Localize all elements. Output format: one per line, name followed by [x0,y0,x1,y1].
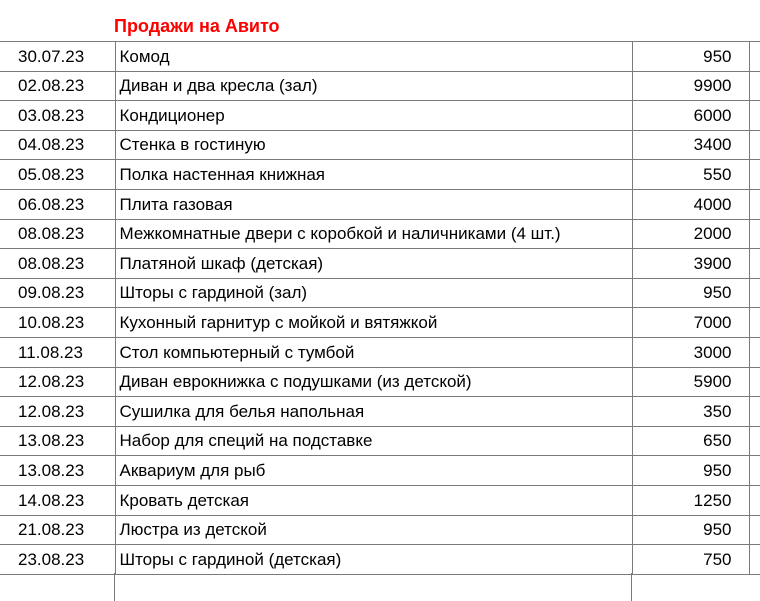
cell-date[interactable]: 12.08.23 [0,397,115,427]
gridline [631,573,632,601]
cell-item[interactable]: Кровать детская [115,485,632,515]
table-row [0,397,760,427]
cell-item[interactable]: Набор для специй на подставке [115,426,632,456]
cell-empty[interactable] [749,101,760,131]
table-row [0,485,760,515]
cell-price[interactable]: 750 [632,545,749,575]
table-row [0,42,760,72]
cell-item[interactable]: Полка настенная книжная [115,160,632,190]
cell-price[interactable]: 1250 [632,485,749,515]
cell-empty[interactable] [749,545,760,575]
cell-date[interactable]: 09.08.23 [0,278,115,308]
table-row [0,308,760,338]
cell-price[interactable]: 2000 [632,219,749,249]
cell-date[interactable]: 23.08.23 [0,545,115,575]
cell-empty[interactable] [749,337,760,367]
table-row [0,515,760,545]
cell-price[interactable]: 6000 [632,101,749,131]
cell-price[interactable]: 3000 [632,337,749,367]
cell-price[interactable]: 4000 [632,189,749,219]
cell-item[interactable]: Диван еврокнижка с подушками (из детской) [115,367,632,397]
cell-empty[interactable] [749,130,760,160]
cell-item[interactable]: Стенка в гостиную [115,130,632,160]
cell-empty[interactable] [749,278,760,308]
cell-date[interactable]: 10.08.23 [0,308,115,338]
cell-item[interactable]: Шторы с гардиной (детская) [115,545,632,575]
cell-item[interactable]: Диван и два кресла (зал) [115,71,632,101]
cell-date[interactable]: 05.08.23 [0,160,115,190]
cell-price[interactable]: 350 [632,397,749,427]
cell-date[interactable]: 12.08.23 [0,367,115,397]
table-row [0,426,760,456]
cell-item[interactable]: Аквариум для рыб [115,456,632,486]
cell-price[interactable]: 5900 [632,367,749,397]
cell-empty[interactable] [749,515,760,545]
cell-item[interactable]: Комод [115,42,632,72]
table-row [0,71,760,101]
sales-table [0,41,760,575]
cell-item[interactable]: Платяной шкаф (детская) [115,249,632,279]
cell-date[interactable]: 30.07.23 [0,42,115,72]
table-row [0,278,760,308]
cell-price[interactable]: 550 [632,160,749,190]
cell-date[interactable]: 04.08.23 [0,130,115,160]
cell-price[interactable]: 950 [632,456,749,486]
cell-price[interactable]: 950 [632,515,749,545]
cell-price[interactable]: 950 [632,42,749,72]
table-row [0,160,760,190]
cell-empty[interactable] [749,426,760,456]
table-row [0,101,760,131]
cell-empty[interactable] [749,308,760,338]
cell-date[interactable]: 08.08.23 [0,219,115,249]
cell-item[interactable]: Кухонный гарнитур с мойкой и вятяжкой [115,308,632,338]
cell-empty[interactable] [749,367,760,397]
cell-item[interactable]: Шторы с гардиной (зал) [115,278,632,308]
cell-date[interactable]: 21.08.23 [0,515,115,545]
cell-empty[interactable] [749,456,760,486]
cell-item[interactable]: Кондиционер [115,101,632,131]
cell-date[interactable]: 13.08.23 [0,456,115,486]
cell-item[interactable]: Межкомнатные двери с коробкой и наличниками (4 шт.) [115,219,632,249]
table-row [0,456,760,486]
cell-price[interactable]: 3400 [632,130,749,160]
table-row [0,545,760,575]
table-row [0,219,760,249]
cell-item[interactable]: Стол компьютерный с тумбой [115,337,632,367]
cell-price[interactable]: 7000 [632,308,749,338]
sales-table-body [0,42,760,575]
cell-price[interactable]: 9900 [632,71,749,101]
cell-item[interactable]: Сушилка для белья напольная [115,397,632,427]
table-row [0,189,760,219]
cell-price[interactable]: 950 [632,278,749,308]
cell-date[interactable]: 14.08.23 [0,485,115,515]
cell-date[interactable]: 11.08.23 [0,337,115,367]
table-row [0,367,760,397]
cell-empty[interactable] [749,249,760,279]
cell-price[interactable]: 3900 [632,249,749,279]
table-row [0,337,760,367]
gridline [114,573,115,601]
cell-price[interactable]: 650 [632,426,749,456]
cell-item[interactable]: Люстра из детской [115,515,632,545]
cell-item[interactable]: Плита газовая [115,189,632,219]
cell-empty[interactable] [749,397,760,427]
cell-empty[interactable] [749,160,760,190]
empty-row-gridlines [0,573,760,601]
cell-date[interactable]: 02.08.23 [0,71,115,101]
cell-empty[interactable] [749,71,760,101]
cell-empty[interactable] [749,485,760,515]
cell-empty[interactable] [749,219,760,249]
cell-date[interactable]: 13.08.23 [0,426,115,456]
table-row [0,130,760,160]
cell-date[interactable]: 08.08.23 [0,249,115,279]
cell-empty[interactable] [749,42,760,72]
table-row [0,249,760,279]
cell-empty[interactable] [749,189,760,219]
sheet-title: Продажи на Авито [114,16,280,36]
cell-date[interactable]: 06.08.23 [0,189,115,219]
cell-date[interactable]: 03.08.23 [0,101,115,131]
